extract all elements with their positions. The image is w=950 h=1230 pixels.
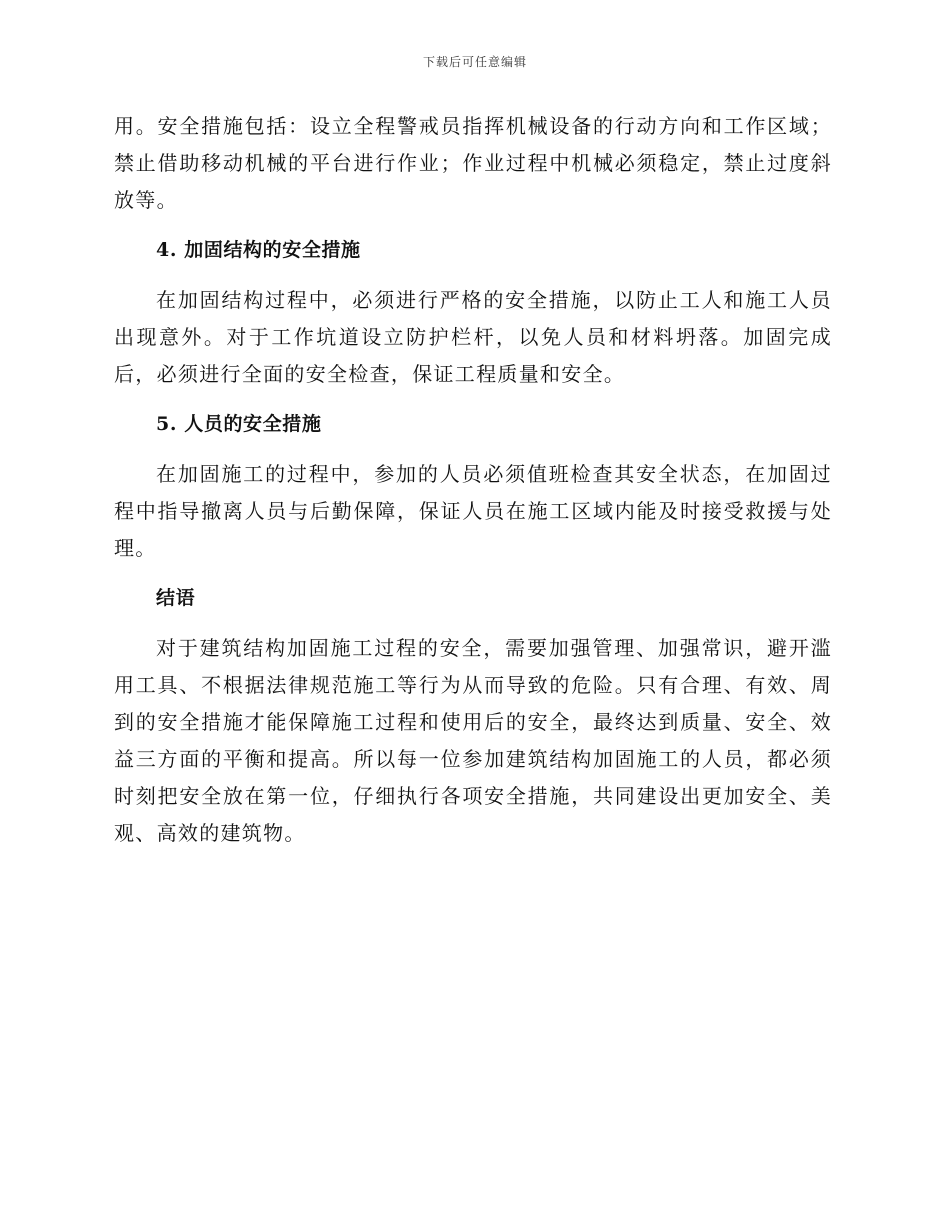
conclusion-paragraph: 对于建筑结构加固施工过程的安全，需要加强管理、加强常识，避开滥用工具、不根据法律规范施工等行为从而导致的危险。只有合理、有效、周到的安全措施才能保障施工过程和使用后的安全，最终达到质量、安全、效益三方面的平衡和提高。所以每一位参加建筑结构加固施工的人员，都必须时刻把安全放在第一位，仔细执行各项安全措施，共同建设出更加安全、美观、高效的建筑物。 — [114, 636, 832, 845]
section-4-heading: 4. 加固结构的安全措施 — [156, 239, 361, 261]
conclusion-heading: 结语 — [156, 587, 196, 609]
page-header: 下载后可任意编辑 — [422, 55, 527, 69]
section-5-paragraph: 在加固施工的过程中，参加的人员必须值班检查其安全状态，在加固过程中指导撤离人员与后勤保障，保证人员在施工区域内能及时接受救援与处理。 — [114, 462, 832, 560]
document-body — [114, 108, 832, 852]
section-4-paragraph: 在加固结构过程中，必须进行严格的安全措施，以防止工人和施工人员出现意外。对于工作坑道设立防护栏杆，以免人员和材料坍落。加固完成后，必须进行全面的安全检查，保证工程质量和安全。 — [114, 288, 832, 386]
intro-paragraph: 用。安全措施包括：设立全程警戒员指挥机械设备的行动方向和工作区域；禁止借助移动机械的平台进行作业；作业过程中机械必须稳定，禁止过度斜放等。 — [114, 114, 832, 212]
section-5-heading: 5. 人员的安全措施 — [156, 413, 322, 435]
